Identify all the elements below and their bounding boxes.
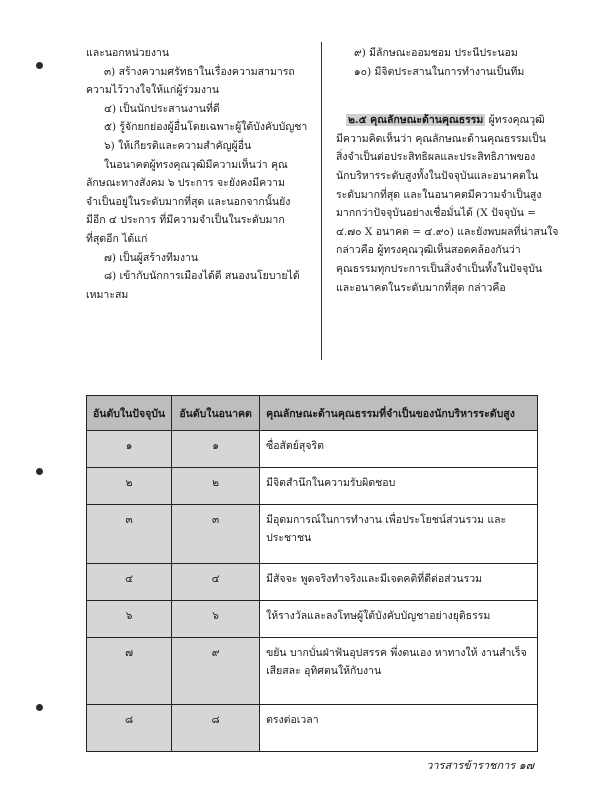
current-rank-cell: ๗	[87, 638, 172, 705]
text-line: และอนาคตในระดับมากที่สุด กล่าวคือ	[336, 281, 506, 294]
section-heading: ๒.๕ คุณลักษณะด้านคุณธรรม	[348, 114, 484, 127]
text-line: มีอีก ๔ ประการ ที่มีความจำเป็นในระดับมาก	[86, 214, 285, 227]
page-footer: วารสารข้าราชการ ๑๗	[426, 759, 534, 772]
text-line: ๖) ให้เกียรติและความสำคัญผู้อื่น	[104, 139, 252, 152]
current-rank-cell: ๔	[87, 564, 172, 601]
text-line: ๑๐) มีจิตประสานในการทำงานเป็นทีม	[354, 65, 525, 78]
text-line: ลักษณะทางสังคม ๖ ประการ จะยังคงมีความ	[86, 177, 285, 190]
text-line: ผู้ทรงคุณวุฒิ	[488, 114, 545, 127]
current-rank-cell: ๖	[87, 601, 172, 638]
table-row	[87, 564, 538, 601]
binder-hole	[36, 704, 43, 711]
future-rank-cell: ๑	[172, 431, 260, 468]
text-line: ๔.๗๐ X อนาคต = ๔.๙๐) และยังพบผลที่น่าสนใจ	[336, 225, 559, 238]
ethics-ranking-table	[86, 395, 538, 752]
column-divider	[321, 42, 322, 360]
table-row	[87, 505, 538, 564]
trait-cell: ตรงต่อเวลา	[260, 705, 538, 752]
text-line: สิ่งจำเป็นต่อประสิทธิผลและประสิทธิภาพของ	[336, 151, 536, 164]
table-row	[87, 638, 538, 705]
text-line: มีความคิดเห็นว่า คุณลักษณะด้านคุณธรรมเป็น	[336, 132, 546, 145]
table-row	[87, 601, 538, 638]
right-column	[336, 44, 559, 297]
trait-cell: มีสัจจะ พูดจริงทำจริงและมีเจตคติที่ดีต่อส่วนรวม	[260, 564, 538, 601]
current-rank-cell: ๓	[87, 505, 172, 564]
future-rank-cell: ๒	[172, 468, 260, 505]
header-trait: คุณลักษณะด้านคุณธรรมที่จำเป็นของนักบริหารระดับสูง	[260, 396, 538, 431]
text-line: กล่าวคือ ผู้ทรงคุณวุฒิเห็นสอดคล้องกันว่า	[336, 244, 521, 257]
text-line: นักบริหารระดับสูงทั้งในปัจจุบันและอนาคตใน	[336, 169, 539, 182]
text-line: ที่สุดอีก ได้แก่	[86, 232, 148, 245]
text-line: ๗) เป็นผู้สร้างทีมงาน	[104, 251, 199, 264]
binder-hole	[36, 468, 43, 475]
trait-cell: ซื่อสัตย์สุจริต	[260, 431, 538, 468]
left-column	[86, 44, 316, 304]
text-line: และนอกหน่วยงาน	[86, 47, 170, 59]
text-line: มากกว่าปัจจุบันอย่างเชื่อมั่นได้ (X ปัจจุบัน =	[336, 207, 537, 220]
header-current-rank: อันดับในปัจจุบัน	[87, 396, 172, 431]
table-row	[87, 431, 538, 468]
section-heading-line	[336, 111, 554, 130]
spacer	[336, 81, 554, 111]
text-line: ความไว้วางใจให้แก่ผู้ร่วมงาน	[86, 84, 220, 97]
table-header-row	[87, 396, 538, 431]
future-rank-cell: ๓	[172, 505, 260, 564]
future-rank-cell: ๙	[172, 638, 260, 705]
binder-hole	[36, 62, 43, 69]
future-rank-cell: ๘	[172, 705, 260, 752]
current-rank-cell: ๘	[87, 705, 172, 752]
header-future-rank: อันดับในอนาคต	[172, 396, 260, 431]
trait-cell: ขยัน บากบั่นฝ่าฟันอุปสรรค พึ่งตนเอง หาทางให้ งานสำเร็จ เสียสละ อุทิศตนให้กับงาน	[260, 638, 538, 705]
current-rank-cell: ๑	[87, 431, 172, 468]
text-line: ๔) เป็นนักประสานงานที่ดี	[104, 102, 220, 115]
text-line: ๙) มีลักษณะออมชอม ประนีประนอม	[354, 47, 518, 59]
trait-cell: มีอุดมการณ์ในการทำงาน เพื่อประโยชน์ส่วนรวม และประชาชน	[260, 505, 538, 564]
text-line: ๕) รู้จักยกย่องผู้อื่นโดยเฉพาะผู้ใต้บังคับบัญชา	[104, 121, 308, 134]
text-line: คุณธรรมทุกประการเป็นสิ่งจำเป็นทั้งในปัจจุบัน	[336, 262, 543, 275]
future-rank-cell: ๖	[172, 601, 260, 638]
future-rank-cell: ๔	[172, 564, 260, 601]
text-line: ๓) สร้างความศรัทธาในเรื่องความสามารถ	[104, 65, 295, 78]
text-line: ๘) เข้ากับนักการเมืองได้ดี สนองนโยบายได้	[104, 270, 300, 283]
text-line: ในอนาคตผู้ทรงคุณวุฒิมีความเห็นว่า คุณ	[104, 158, 288, 171]
table-row	[87, 468, 538, 505]
text-line: จำเป็นอยู่ในระดับมากที่สุด และนอกจากนั้นยัง	[86, 195, 291, 208]
current-rank-cell: ๒	[87, 468, 172, 505]
text-line: เหมาะสม	[86, 288, 129, 301]
text-line: ระดับมากที่สุด และในอนาคตมีความจำเป็นสูง	[336, 188, 542, 201]
table-row	[87, 705, 538, 752]
trait-cell: ให้รางวัลและลงโทษผู้ใต้บังคับบัญชาอย่างยุติธรรม	[260, 601, 538, 638]
trait-cell: มีจิตสำนึกในความรับผิดชอบ	[260, 468, 538, 505]
